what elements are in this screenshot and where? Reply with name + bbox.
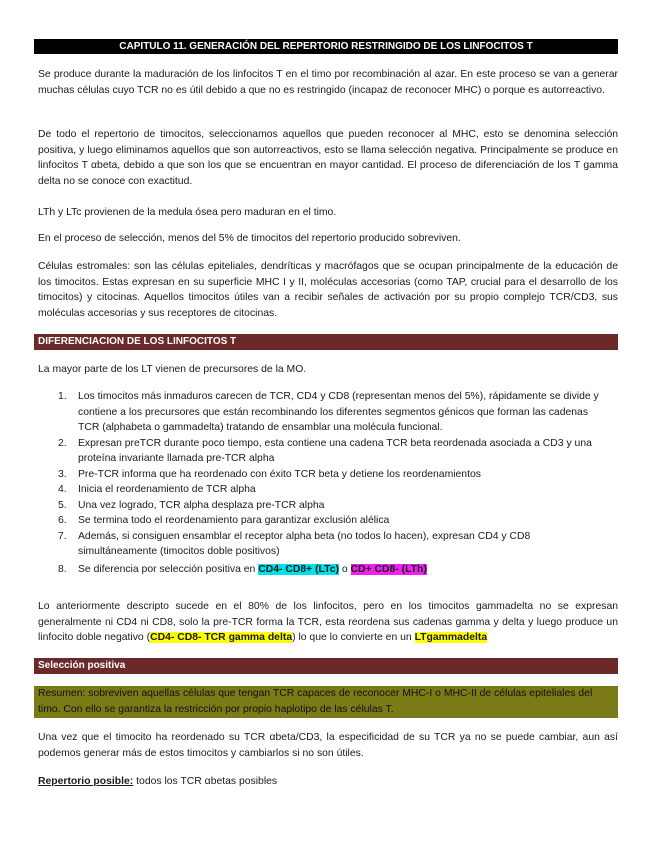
section-heading-seleccion-positiva: Selección positiva: [34, 658, 618, 674]
intro-paragraph-4: En el proceso de selección, menos del 5% de timocitos del repertorio producido sobreviven.: [38, 233, 461, 244]
list-item: 8. Se diferencia por selección positiva en CD4- CD8+ (LTc) o CD+ CD8- (LTh): [58, 563, 427, 575]
differentiation-steps-list: [38, 389, 610, 577]
intro-paragraph-3: LTh y LTc provienen de la medula ósea pero maduran en el timo.: [38, 207, 337, 218]
section1-lead: La mayor parte de los LT vienen de precursores de la MO.: [38, 364, 307, 375]
list-item: 6. Se termina todo el reordenamiento para garantizar exclusión alélica: [58, 515, 390, 526]
repertorio-label: Repertorio posible:: [38, 776, 134, 787]
chapter-title: CAPITULO 11. GENERACIÓN DEL REPERTORIO RESTRINGIDO DE LOS LINFOCITOS T: [34, 39, 618, 54]
list-item: 5. Una vez logrado, TCR alpha desplaza pre-TCR alpha: [58, 499, 325, 511]
intro-paragraph-5: Células estromales: son las células epiteliales, dendríticas y macrófagos que se ocupan principalmente de la educación de los timocitos. Estas expresan en su superficie MHC I y II, moléculas accesorias (como TAP, crucial para el desarrollo de los timocitos) y citocinas. Aquellos timocitos útiles van a recibir señales de activación por su propio complejo TCR/CD3, sus moléculas accesorias y sus receptores de citocinas.: [38, 261, 618, 319]
list-item: 7. Además, si consiguen ensamblar el receptor alpha beta (no todos lo hacen), expresan CD4 y CD8 simultáneamente (timocitos doble positivos): [58, 530, 531, 557]
list-item: 1. Los timocitos más inmaduros carecen de TCR, CD4 y CD8 (representan menos del 5%), rápidamente se divide y contiene a los precursores que están recombinando los diferentes segmentos génicos que forman las cadenas TCR (alphabeta o gammadelta) tratando de ensamblar una molécula funcional.: [58, 391, 599, 433]
highlight-ltc: CD4- CD8+ (LTc): [258, 563, 339, 575]
intro-paragraph-1: Se produce durante la maduración de los linfocitos T en el timo por recombinación al azar. En este proceso se van a generar muchas células cuyo TCR no es útil debido a que no es restringido (incapaz de reconocer MHC) o porque es autorreactivo.: [38, 69, 618, 96]
summary-box: Resumen: sobreviven aquellas células que tengan TCR capaces de reconocer MHC-I o MHC-II de células epiteliales del timo. Con ello se garantiza la restricción por propio haplotipo de las células T.: [34, 686, 618, 718]
highlight-lth: CD+ CD8- (LTh): [350, 563, 427, 575]
highlight-ltgammadelta: LTgammadelta: [414, 632, 488, 643]
list-item: 3. Pre-TCR informa que ha reordenado con éxito TCR beta y detiene los reordenamientos: [58, 468, 481, 480]
repertorio-posible-line: Repertorio posible: todos los TCR αbetas posibles: [38, 776, 278, 787]
list-item: 2. Expresan preTCR durante poco tiempo, esta contiene una cadena TCR beta reordenada asociada a CD3 y una proteína invariante llamada pre-TCR alpha: [58, 437, 592, 464]
intro-paragraph-2: De todo el repertorio de timocitos, seleccionamos aquellos que pueden reconocer al MHC, esto se denomina selección positiva, y luego eliminamos aquellos que son autorreactivos, esto se llama selección negativa. Principalmente se produce en linfocitos T αbeta, debido a que son los que se encuentran en mayor cantidad. El proceso de diferenciación de los T gamma delta no se conoce con exactitud.: [38, 129, 618, 187]
section1-closing-paragraph: Lo anteriormente descripto sucede en el 80% de los linfocitos, pero en los timocitos gammadelta no se expresan generalmente ni CD4 ni CD8, solo la pre-TCR forma la TCR, esta reordena sus cadenas gamma y delta y luego produce un linfocito doble negativo (CD4- CD8- TCR gamma delta) lo que lo convierte en un LTgammadelta: [38, 601, 618, 643]
list-item: 4. Inicia el reordenamiento de TCR alpha: [58, 484, 256, 495]
highlight-double-negative: CD4- CD8- TCR gamma delta: [150, 632, 293, 643]
section2-paragraph: Una vez que el timocito ha reordenado su TCR αbeta/CD3, la especificidad de su TCR ya no se puede cambiar, aun así podemos generar más de estos timocitos y cambiarlos si no son útiles.: [38, 732, 618, 759]
section-heading-diferenciacion: DIFERENCIACION DE LOS LINFOCITOS T: [34, 334, 618, 350]
